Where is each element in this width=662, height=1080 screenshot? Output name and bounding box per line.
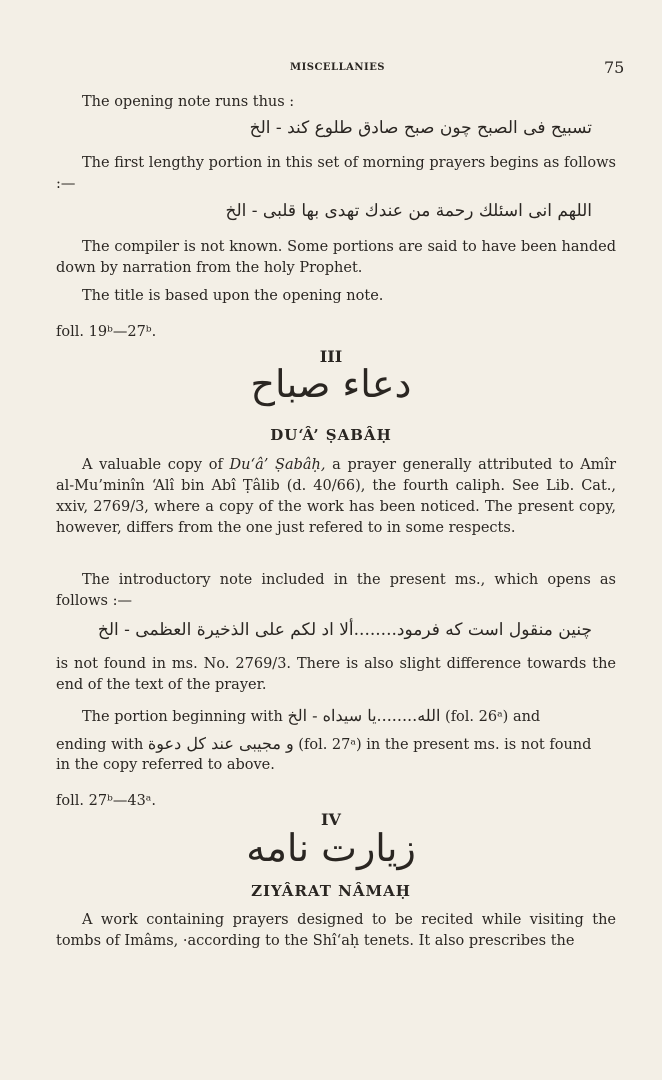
opening-note-paragraph: The opening note runs thus : (82, 94, 295, 110)
section-numeral: IV (321, 810, 341, 829)
arabic-section-title: زیارت نامه (246, 826, 416, 870)
not-found-paragraph: is not found in ms. No. 2769/3. There is also slight difference towards the end of the text of the prayer. (56, 656, 616, 693)
ziyarat-description-paragraph: A work containing prayers designed to be recited while visiting the tombs of Imâms, ·according to the Shî‘aḥ tenets. It also prescribes the (56, 912, 616, 949)
folio-range: foll. 27ᵇ—43ᵃ. (56, 793, 156, 809)
arabic-inline-quote: الله........یا سیداه - الخ (287, 706, 441, 725)
arabic-inline-quote-ending: و مجیبی عند کل دعوة (147, 734, 294, 753)
page-number: 75 (604, 58, 625, 77)
title-basis-paragraph: The title is based upon the opening note. (82, 288, 384, 304)
arabic-quote-opening-note: تسبیح فی الصبح چون صبح صادق طلوع کند - الخ (249, 118, 592, 138)
arabic-quote-intro-note: چنین منقول است که فرمود........ألا اد لکم علی الذخیرة العظمی - الخ (97, 620, 592, 640)
arabic-section-title: دعاء صباح (250, 362, 412, 406)
folio-range: foll. 19ᵇ—27ᵇ. (56, 324, 157, 340)
section-title: DU‘Â’ ṢABÂḤ (270, 426, 392, 444)
lengthy-portion-paragraph: The first lengthy portion in this set of morning prayers begins as follows :— (56, 155, 616, 192)
arabic-quote-morning-prayer: اللهم انی اسئلك رحمة من عندك تهدی بها قلبی - الخ (225, 201, 592, 221)
portion-paragraph-line1: The portion beginning with الله........یا سیداه - الخ (fol. 26ᵃ) and (82, 706, 541, 725)
section-title: ZIYÂRAT NÂMAḤ (251, 882, 411, 900)
section-numeral: III (319, 347, 343, 366)
compiler-paragraph: The compiler is not known. Some portions are said to have been handed down by narration from the holy Prophet. (56, 239, 616, 276)
portion-paragraph-line3: in the copy referred to above. (56, 757, 275, 773)
running-title: MISCELLANIES (290, 62, 386, 73)
work-title-italic: Du‘â’ Ṣabâḥ, (229, 457, 326, 473)
portion-paragraph-line2: ending with و مجیبی عند کل دعوة (fol. 27ᵃ) in the present ms. is not found (56, 734, 592, 753)
description-paragraph: A valuable copy of Du‘â’ Ṣabâḥ, a prayer generally attributed to Amîr al-Mu’minîn ‘Alî bin Abî Ṭâlib (d. 40/66), the fourth caliph. See Lib. Cat., xxiv, 2769/3, where a copy of the work has been noticed. The present copy, however, differs from the one just refered to in some respects. (56, 457, 617, 536)
intro-note-paragraph: The introductory note included in the present ms., which opens as follows :— (56, 572, 616, 609)
